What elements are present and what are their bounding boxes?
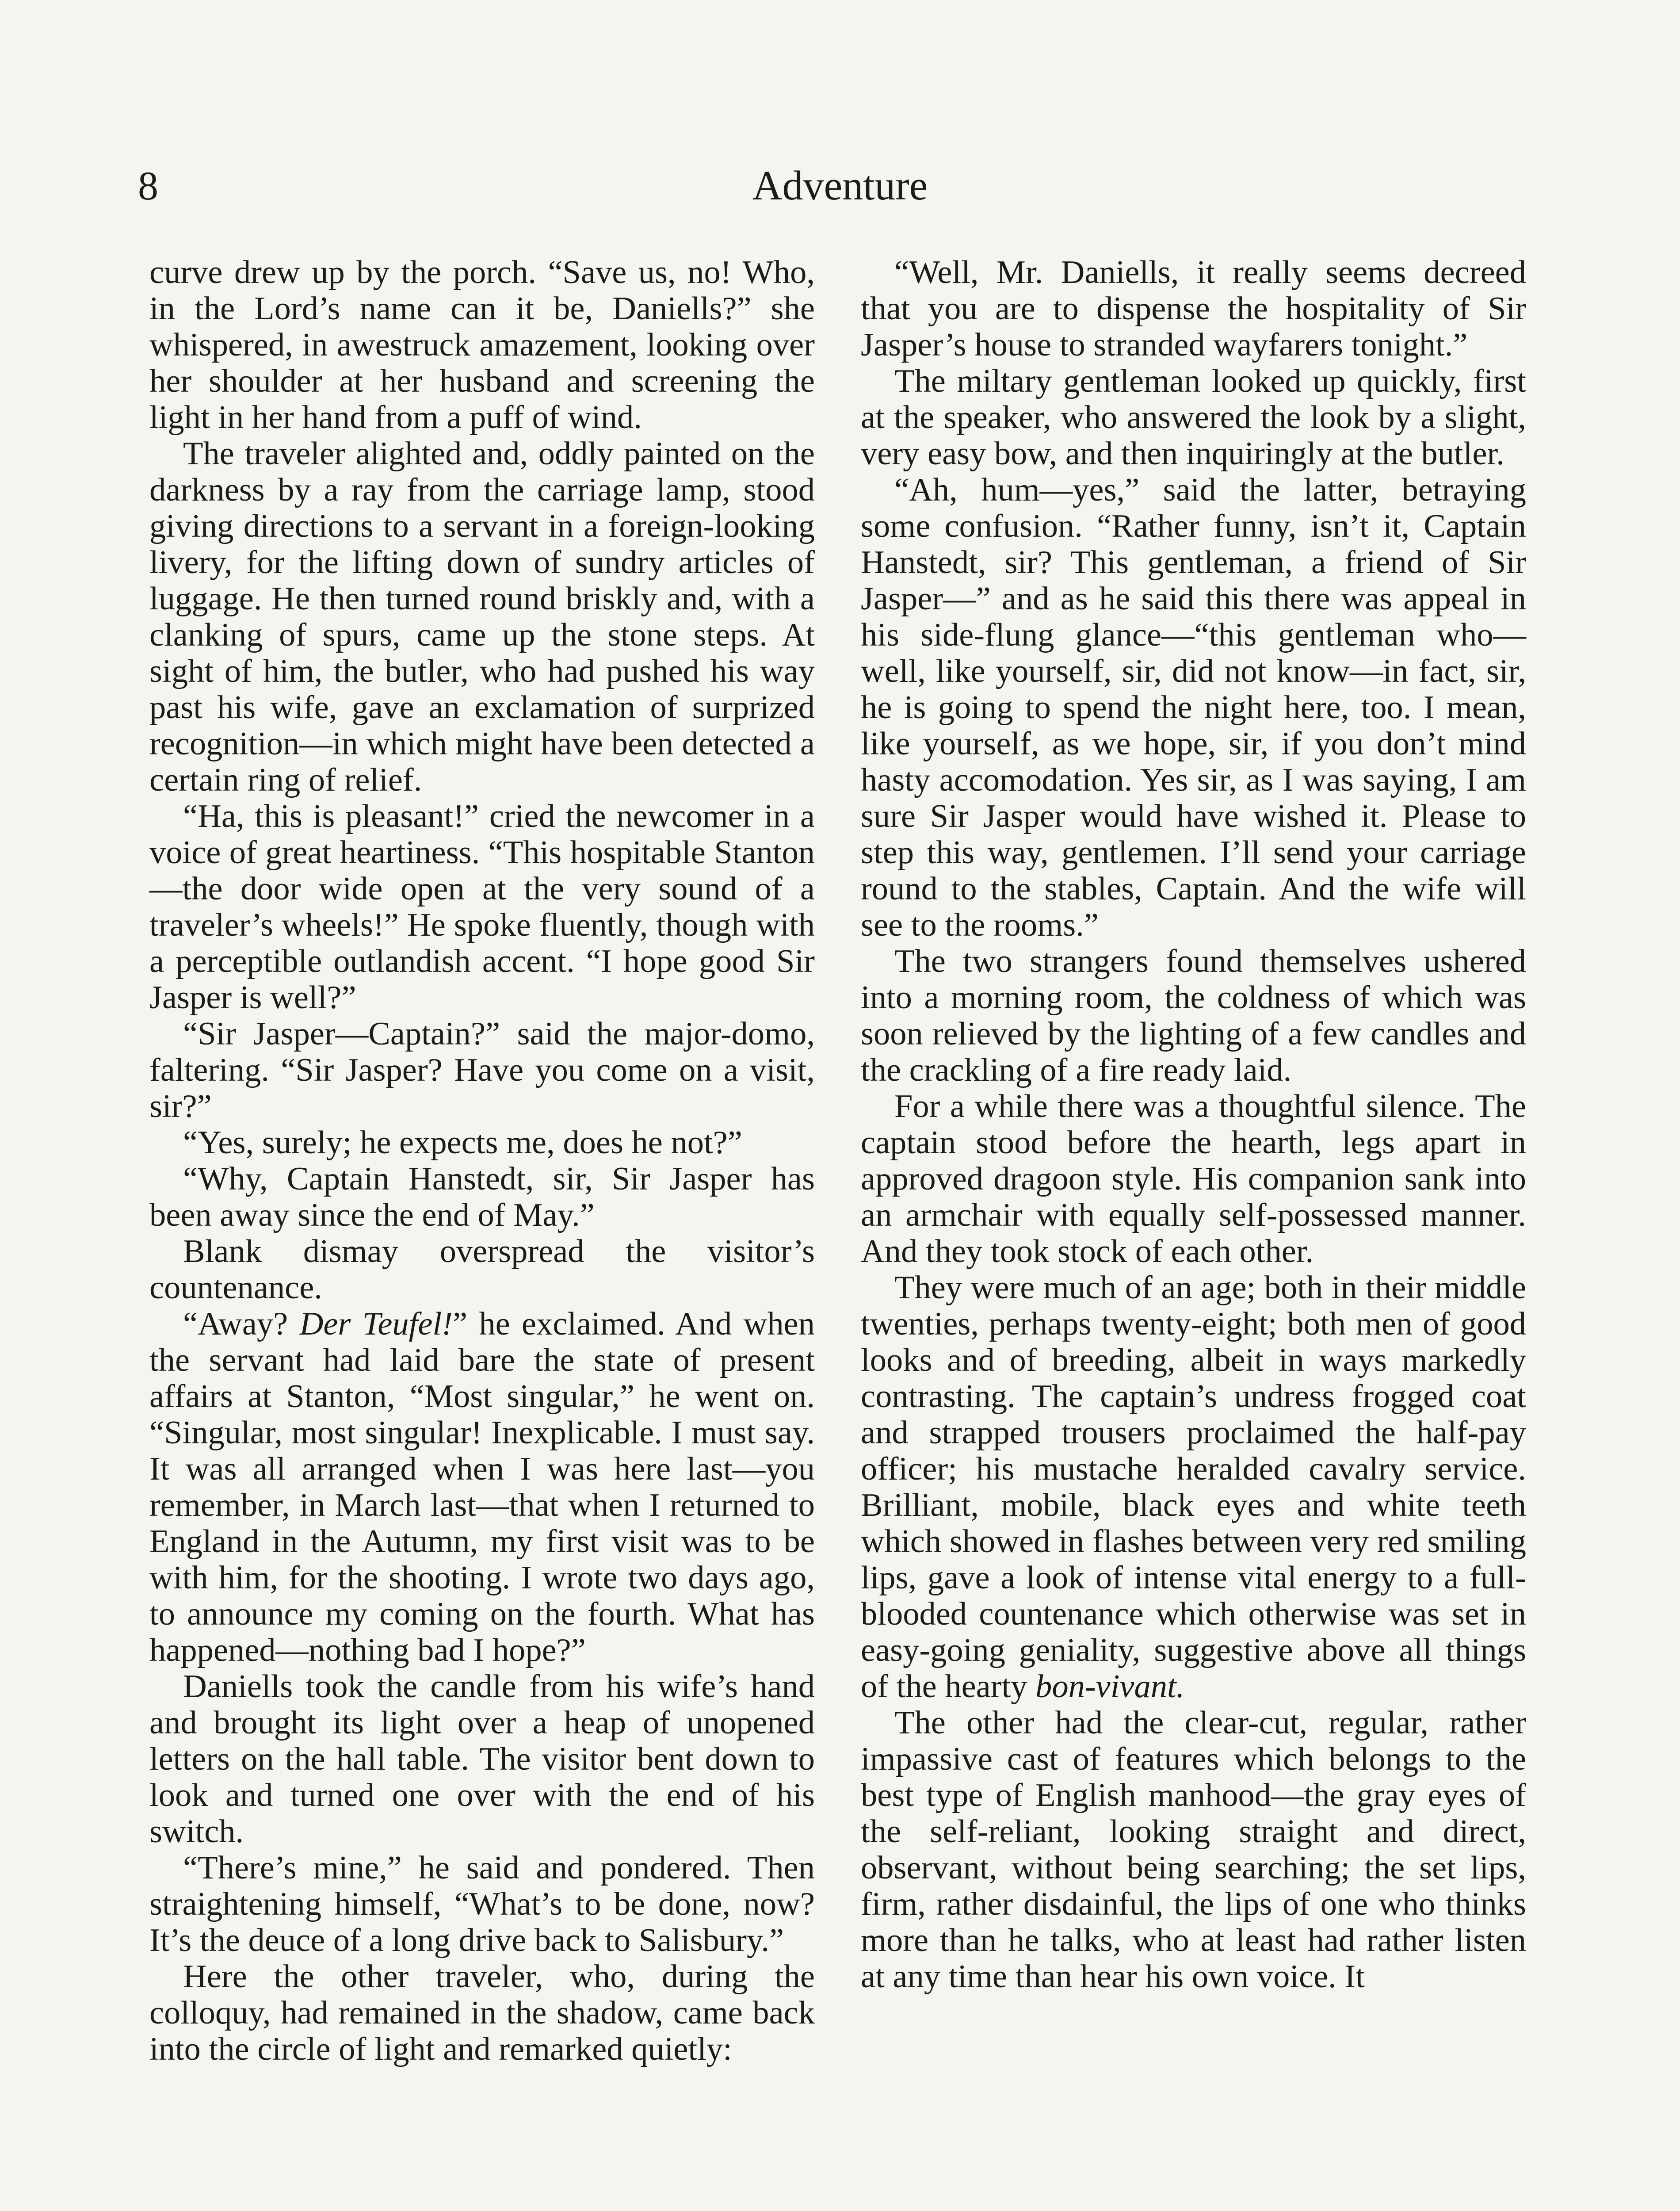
paragraph-text: “Away?: [183, 1306, 300, 1342]
running-head: [0, 159, 1680, 226]
paragraph: “Why, Captain Hanstedt, sir, Sir Jasper has been away since the end of May.”: [149, 1161, 815, 1233]
paragraph: “There’s mine,” he said and pondered. Then straightening himself, “What’s to be done, now? It’s the deuce of a long drive back to Salisbury.”: [149, 1850, 815, 1959]
paragraph: [861, 1270, 1526, 1705]
paragraph: “Sir Jasper—Captain?” said the major-domo, faltering. “Sir Jasper? Have you come on a visit, sir?”: [149, 1016, 815, 1125]
paragraph: [149, 1306, 815, 1668]
paragraph: “Well, Mr. Daniells, it really seems decreed that you are to dispense the hospitality of Sir Jasper’s house to stranded wayfarers tonight.”: [861, 254, 1526, 363]
paragraph: The other had the clear-cut, regular, rather impassive cast of features which belongs to the best type of English manhood—the gray eyes of the self-reliant, looking straight and direct, observant, without being searching; the set lips, firm, rather disdainful, the lips of one who thinks more than he talks, who at least had rather listen at any time than hear his own voice. It: [861, 1705, 1526, 1995]
left-column: [149, 254, 815, 2067]
page-number: 8: [138, 163, 159, 208]
paragraph: “Yes, surely; he expects me, does he not?”: [183, 1125, 742, 1161]
paragraph: The two strangers found themselves ushered into a morning room, the coldness of which was soon relieved by the lighting of a few candles and the crackling of a fire ready laid.: [861, 943, 1526, 1088]
paragraph: The traveler alighted and, oddly painted on the darkness by a ray from the carriage lamp, stood giving directions to a servant in a foreign-looking livery, for the lifting down of sundry articles of luggage. He then turned round briskly and, with a clanking of spurs, came up the stone steps. At sight of him, the butler, who had pushed his way past his wife, gave an exclamation of surprized recognition—in which might have been detected a certain ring of relief.: [149, 436, 815, 798]
paragraph: Blank dismay overspread the visitor’s countenance.: [149, 1233, 815, 1306]
paragraph: “Ha, this is pleasant!” cried the newcomer in a voice of great heartiness. “This hospitable Stanton—the door wide open at the very sound of a traveler’s wheels!” He spoke fluently, though with a perceptible outlandish accent. “I hope good Sir Jasper is well?”: [149, 798, 815, 1016]
paragraph: Here the other traveler, who, during the colloquy, had remained in the shadow, came back into the circle of light and remarked quietly:: [149, 1959, 815, 2067]
italic-phrase: Der Teufel!: [299, 1306, 453, 1342]
paragraph: “Ah, hum—yes,” said the latter, betraying some confusion. “Rather funny, isn’t it, Captain Hanstedt, sir? This gentleman, a friend of Sir Jasper—” and as he said this there was appeal in his side-flung glance—“this gentleman who—well, like yourself, sir, did not know—in fact, sir, he is going to spend the night here, too. I mean, like yourself, as we hope, sir, if you don’t mind hasty accomodation. Yes sir, as I was saying, I am sure Sir Jasper would have wished it. Please to step this way, gentlemen. I’ll send your carriage round to the stables, Captain. And the wife will see to the rooms.”: [861, 472, 1526, 943]
right-column: [861, 254, 1526, 1995]
italic-phrase: bon-vivant.: [1035, 1668, 1185, 1705]
magazine-title: Adventure: [752, 163, 928, 209]
paragraph-text: ” he exclaimed. And when the servant had laid bare the state of present affairs at Stanton, “Most singular,” he went on. “Singular, most singular! Inexplicable. I must say. It was all arranged when I was here last—you remember, in March last—that when I returned to England in the Autumn, my first visit was to be with him, for the shooting. I wrote two days ago, to announce my coming on the fourth. What has happened—nothing bad I hope?”: [149, 1306, 815, 1668]
paragraph: curve drew up by the porch. “Save us, no! Who, in the Lord’s name can it be, Daniells?” she whispered, in awestruck amazement, looking over her shoulder at her husband and screening the light in her hand from a puff of wind.: [149, 254, 815, 436]
paragraph-text: They were much of an age; both in their middle twenties, perhaps twenty-eight; both men of good looks and of breeding, albeit in ways markedly contrasting. The captain’s undress frogged coat and strapped trousers proclaimed the half-pay officer; his mustache heralded cavalry service. Brilliant, mobile, black eyes and white teeth which showed in flashes between very red smiling lips, gave a look of intense vital energy to a full-blooded countenance which otherwise was set in easy-going geniality, suggestive above all things of the hearty: [861, 1270, 1526, 1705]
paragraph: Daniells took the candle from his wife’s hand and brought its light over a heap of unopened letters on the hall table. The visitor bent down to look and turned one over with the end of his switch.: [149, 1668, 815, 1850]
paragraph: The miltary gentleman looked up quickly, first at the speaker, who answered the look by a slight, very easy bow, and then inquiringly at the butler.: [861, 363, 1526, 472]
paragraph: For a while there was a thoughtful silence. The captain stood before the hearth, legs apart in approved dragoon style. His companion sank into an armchair with equally self-possessed manner. And they took stock of each other.: [861, 1088, 1526, 1270]
